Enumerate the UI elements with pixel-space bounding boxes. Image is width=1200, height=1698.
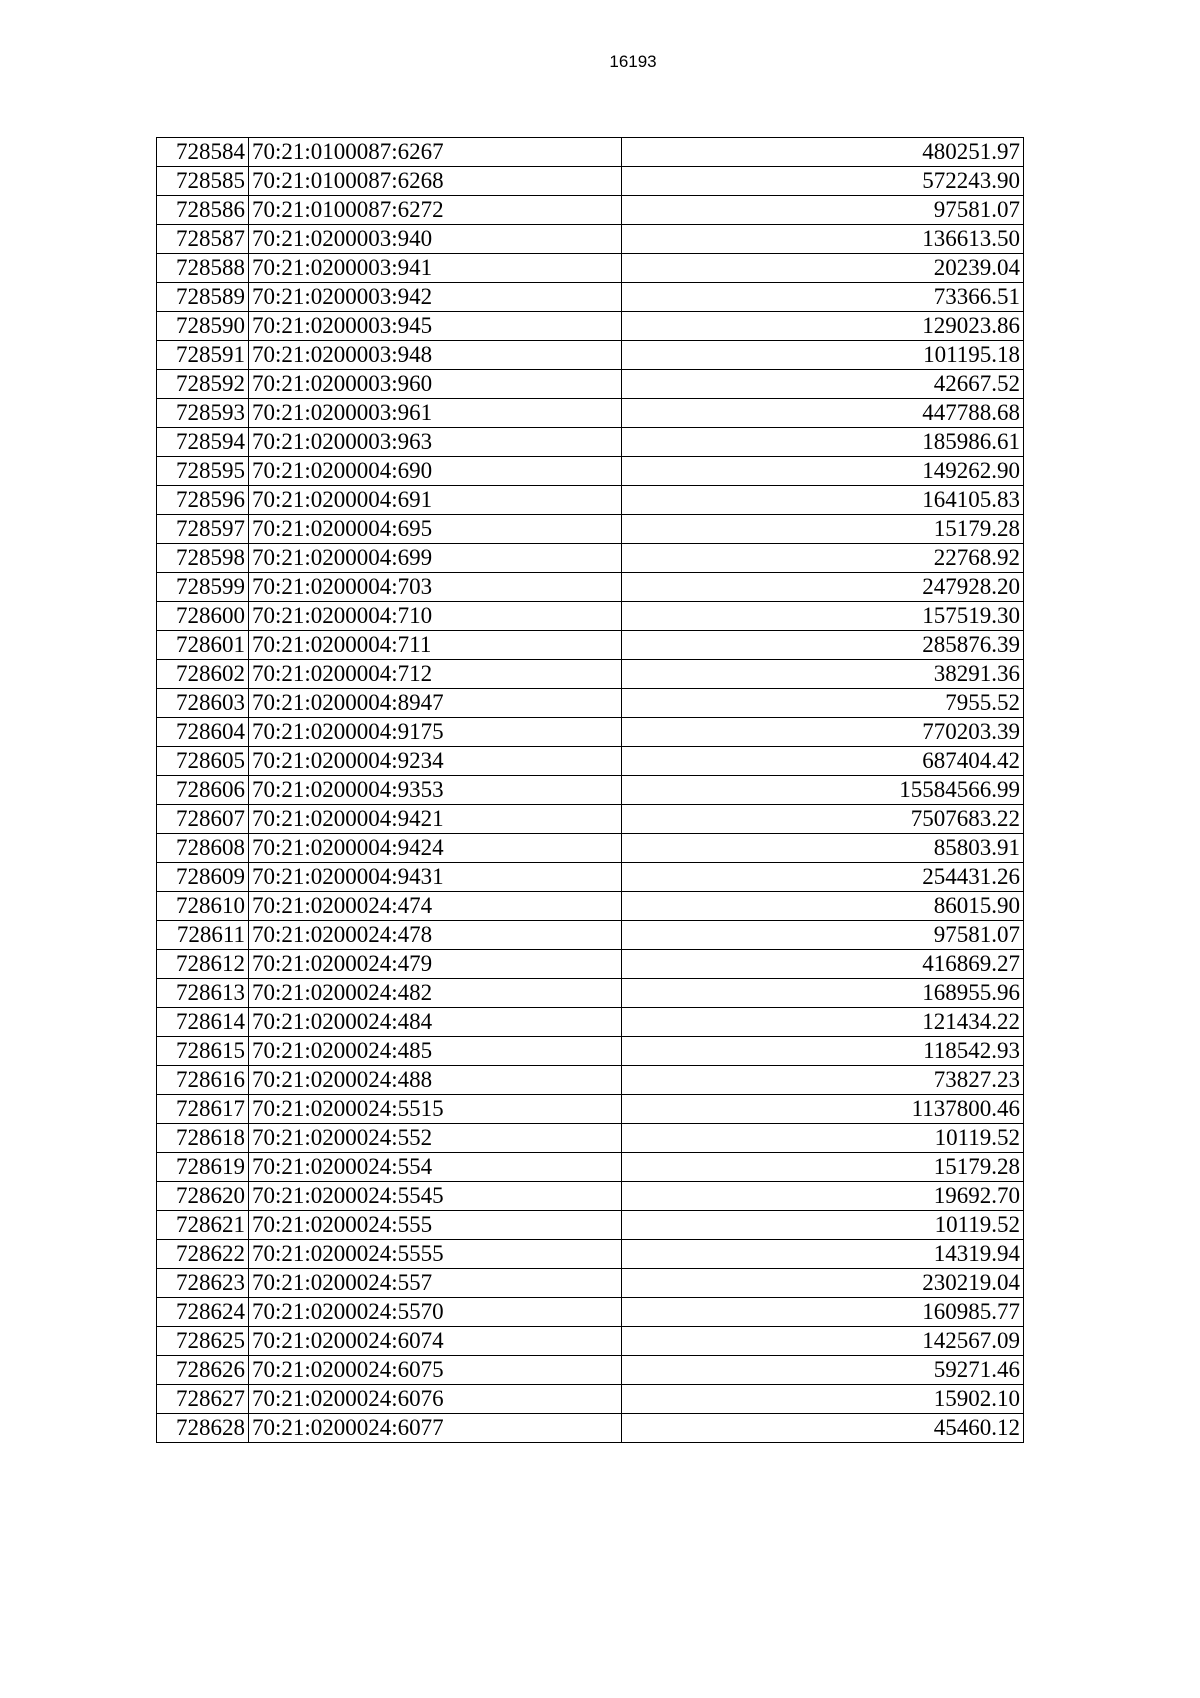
cadastral-number-cell: 70:21:0200004:691	[249, 486, 622, 515]
cadastral-number-cell: 70:21:0200024:482	[249, 979, 622, 1008]
cadastral-number-cell: 70:21:0200004:712	[249, 660, 622, 689]
value-cell: 254431.26	[622, 863, 1024, 892]
row-number-cell: 728604	[157, 718, 249, 747]
cadastral-number-cell: 70:21:0200024:5545	[249, 1182, 622, 1211]
table-row	[157, 863, 1024, 892]
cadastral-number-cell: 70:21:0200003:942	[249, 283, 622, 312]
row-number-cell: 728593	[157, 399, 249, 428]
table-row	[157, 1124, 1024, 1153]
row-number-cell: 728594	[157, 428, 249, 457]
value-cell: 42667.52	[622, 370, 1024, 399]
row-number-cell: 728617	[157, 1095, 249, 1124]
row-number-cell: 728625	[157, 1327, 249, 1356]
value-cell: 59271.46	[622, 1356, 1024, 1385]
row-number-cell: 728609	[157, 863, 249, 892]
value-cell: 230219.04	[622, 1269, 1024, 1298]
cadastral-number-cell: 70:21:0200004:9424	[249, 834, 622, 863]
row-number-cell: 728596	[157, 486, 249, 515]
cadastral-number-cell: 70:21:0200003:941	[249, 254, 622, 283]
cadastral-number-cell: 70:21:0200024:5555	[249, 1240, 622, 1269]
table-row	[157, 341, 1024, 370]
table-row	[157, 718, 1024, 747]
registry-table	[156, 137, 1024, 1443]
table-row	[157, 254, 1024, 283]
row-number-cell: 728597	[157, 515, 249, 544]
table-row	[157, 950, 1024, 979]
value-cell: 160985.77	[622, 1298, 1024, 1327]
cadastral-number-cell: 70:21:0200004:9353	[249, 776, 622, 805]
table-row	[157, 1327, 1024, 1356]
cadastral-number-cell: 70:21:0200024:555	[249, 1211, 622, 1240]
table-row	[157, 1240, 1024, 1269]
row-number-cell: 728584	[157, 138, 249, 167]
table-row	[157, 457, 1024, 486]
table-row	[157, 283, 1024, 312]
cadastral-number-cell: 70:21:0200024:6074	[249, 1327, 622, 1356]
cadastral-number-cell: 70:21:0200024:478	[249, 921, 622, 950]
table-row	[157, 1008, 1024, 1037]
row-number-cell: 728585	[157, 167, 249, 196]
cadastral-number-cell: 70:21:0200024:5570	[249, 1298, 622, 1327]
cadastral-number-cell: 70:21:0100087:6268	[249, 167, 622, 196]
value-cell: 10119.52	[622, 1124, 1024, 1153]
table-row	[157, 660, 1024, 689]
row-number-cell: 728610	[157, 892, 249, 921]
cadastral-number-cell: 70:21:0200024:6075	[249, 1356, 622, 1385]
value-cell: 97581.07	[622, 196, 1024, 225]
row-number-cell: 728595	[157, 457, 249, 486]
row-number-cell: 728605	[157, 747, 249, 776]
cadastral-number-cell: 70:21:0200004:703	[249, 573, 622, 602]
cadastral-number-cell: 70:21:0200004:695	[249, 515, 622, 544]
value-cell: 7955.52	[622, 689, 1024, 718]
value-cell: 73827.23	[622, 1066, 1024, 1095]
table-row	[157, 138, 1024, 167]
table-row	[157, 544, 1024, 573]
table-row	[157, 689, 1024, 718]
value-cell: 447788.68	[622, 399, 1024, 428]
value-cell: 15179.28	[622, 1153, 1024, 1182]
cadastral-number-cell: 70:21:0200004:699	[249, 544, 622, 573]
row-number-cell: 728600	[157, 602, 249, 631]
value-cell: 136613.50	[622, 225, 1024, 254]
row-number-cell: 728608	[157, 834, 249, 863]
value-cell: 38291.36	[622, 660, 1024, 689]
table-row	[157, 805, 1024, 834]
table-row	[157, 921, 1024, 950]
cadastral-number-cell: 70:21:0200024:557	[249, 1269, 622, 1298]
table-row	[157, 602, 1024, 631]
cadastral-number-cell: 70:21:0200003:940	[249, 225, 622, 254]
row-number-cell: 728621	[157, 1211, 249, 1240]
cadastral-number-cell: 70:21:0200004:9421	[249, 805, 622, 834]
table-row	[157, 312, 1024, 341]
value-cell: 45460.12	[622, 1414, 1024, 1443]
value-cell: 129023.86	[622, 312, 1024, 341]
row-number-cell: 728606	[157, 776, 249, 805]
cadastral-number-cell: 70:21:0200024:552	[249, 1124, 622, 1153]
value-cell: 101195.18	[622, 341, 1024, 370]
cadastral-number-cell: 70:21:0200004:9234	[249, 747, 622, 776]
table-row	[157, 747, 1024, 776]
row-number-cell: 728603	[157, 689, 249, 718]
table-row	[157, 167, 1024, 196]
cadastral-number-cell: 70:21:0100087:6272	[249, 196, 622, 225]
table-row	[157, 1153, 1024, 1182]
table-row	[157, 1211, 1024, 1240]
row-number-cell: 728616	[157, 1066, 249, 1095]
cadastral-number-cell: 70:21:0200024:485	[249, 1037, 622, 1066]
cadastral-number-cell: 70:21:0200003:961	[249, 399, 622, 428]
registry-table-body	[157, 138, 1024, 1443]
row-number-cell: 728607	[157, 805, 249, 834]
value-cell: 164105.83	[622, 486, 1024, 515]
row-number-cell: 728615	[157, 1037, 249, 1066]
value-cell: 480251.97	[622, 138, 1024, 167]
row-number-cell: 728613	[157, 979, 249, 1008]
table-row	[157, 196, 1024, 225]
table-row	[157, 1414, 1024, 1443]
value-cell: 86015.90	[622, 892, 1024, 921]
value-cell: 185986.61	[622, 428, 1024, 457]
table-row	[157, 486, 1024, 515]
value-cell: 73366.51	[622, 283, 1024, 312]
row-number-cell: 728592	[157, 370, 249, 399]
row-number-cell: 728601	[157, 631, 249, 660]
cadastral-number-cell: 70:21:0200004:9431	[249, 863, 622, 892]
cadastral-number-cell: 70:21:0200024:6076	[249, 1385, 622, 1414]
cadastral-number-cell: 70:21:0200024:554	[249, 1153, 622, 1182]
table-row	[157, 1269, 1024, 1298]
value-cell: 15902.10	[622, 1385, 1024, 1414]
value-cell: 121434.22	[622, 1008, 1024, 1037]
row-number-cell: 728590	[157, 312, 249, 341]
row-number-cell: 728624	[157, 1298, 249, 1327]
value-cell: 118542.93	[622, 1037, 1024, 1066]
table-row	[157, 573, 1024, 602]
row-number-cell: 728587	[157, 225, 249, 254]
table-row	[157, 776, 1024, 805]
value-cell: 97581.07	[622, 921, 1024, 950]
table-row	[157, 1182, 1024, 1211]
value-cell: 19692.70	[622, 1182, 1024, 1211]
table-row	[157, 1037, 1024, 1066]
cadastral-number-cell: 70:21:0200004:9175	[249, 718, 622, 747]
row-number-cell: 728598	[157, 544, 249, 573]
cadastral-number-cell: 70:21:0200024:5515	[249, 1095, 622, 1124]
cadastral-number-cell: 70:21:0200024:474	[249, 892, 622, 921]
row-number-cell: 728618	[157, 1124, 249, 1153]
value-cell: 1137800.46	[622, 1095, 1024, 1124]
table-row	[157, 515, 1024, 544]
page-number: 16193	[609, 52, 657, 71]
value-cell: 142567.09	[622, 1327, 1024, 1356]
cadastral-number-cell: 70:21:0200003:948	[249, 341, 622, 370]
value-cell: 572243.90	[622, 167, 1024, 196]
table-row	[157, 1356, 1024, 1385]
table-row	[157, 631, 1024, 660]
row-number-cell: 728614	[157, 1008, 249, 1037]
row-number-cell: 728589	[157, 283, 249, 312]
value-cell: 416869.27	[622, 950, 1024, 979]
row-number-cell: 728620	[157, 1182, 249, 1211]
cadastral-number-cell: 70:21:0200004:690	[249, 457, 622, 486]
table-row	[157, 979, 1024, 1008]
table-row	[157, 1385, 1024, 1414]
table-row	[157, 1095, 1024, 1124]
row-number-cell: 728619	[157, 1153, 249, 1182]
cadastral-number-cell: 70:21:0200004:8947	[249, 689, 622, 718]
table-row	[157, 1298, 1024, 1327]
cadastral-number-cell: 70:21:0200024:6077	[249, 1414, 622, 1443]
table-row	[157, 834, 1024, 863]
row-number-cell: 728612	[157, 950, 249, 979]
value-cell: 15179.28	[622, 515, 1024, 544]
cadastral-number-cell: 70:21:0200003:960	[249, 370, 622, 399]
value-cell: 22768.92	[622, 544, 1024, 573]
table-row	[157, 225, 1024, 254]
cadastral-number-cell: 70:21:0200004:710	[249, 602, 622, 631]
value-cell: 770203.39	[622, 718, 1024, 747]
cadastral-number-cell: 70:21:0200024:488	[249, 1066, 622, 1095]
cadastral-number-cell: 70:21:0200004:711	[249, 631, 622, 660]
row-number-cell: 728591	[157, 341, 249, 370]
value-cell: 168955.96	[622, 979, 1024, 1008]
row-number-cell: 728611	[157, 921, 249, 950]
value-cell: 149262.90	[622, 457, 1024, 486]
row-number-cell: 728622	[157, 1240, 249, 1269]
value-cell: 7507683.22	[622, 805, 1024, 834]
cadastral-number-cell: 70:21:0200024:479	[249, 950, 622, 979]
cadastral-number-cell: 70:21:0200003:963	[249, 428, 622, 457]
value-cell: 15584566.99	[622, 776, 1024, 805]
cadastral-number-cell: 70:21:0200024:484	[249, 1008, 622, 1037]
row-number-cell: 728623	[157, 1269, 249, 1298]
table-row	[157, 399, 1024, 428]
value-cell: 285876.39	[622, 631, 1024, 660]
table-row	[157, 1066, 1024, 1095]
table-row	[157, 370, 1024, 399]
row-number-cell: 728602	[157, 660, 249, 689]
row-number-cell: 728628	[157, 1414, 249, 1443]
value-cell: 20239.04	[622, 254, 1024, 283]
row-number-cell: 728626	[157, 1356, 249, 1385]
row-number-cell: 728599	[157, 573, 249, 602]
cadastral-number-cell: 70:21:0100087:6267	[249, 138, 622, 167]
row-number-cell: 728588	[157, 254, 249, 283]
table-row	[157, 892, 1024, 921]
cadastral-number-cell: 70:21:0200003:945	[249, 312, 622, 341]
value-cell: 14319.94	[622, 1240, 1024, 1269]
row-number-cell: 728627	[157, 1385, 249, 1414]
value-cell: 157519.30	[622, 602, 1024, 631]
value-cell: 85803.91	[622, 834, 1024, 863]
value-cell: 687404.42	[622, 747, 1024, 776]
value-cell: 10119.52	[622, 1211, 1024, 1240]
value-cell: 247928.20	[622, 573, 1024, 602]
row-number-cell: 728586	[157, 196, 249, 225]
table-row	[157, 428, 1024, 457]
